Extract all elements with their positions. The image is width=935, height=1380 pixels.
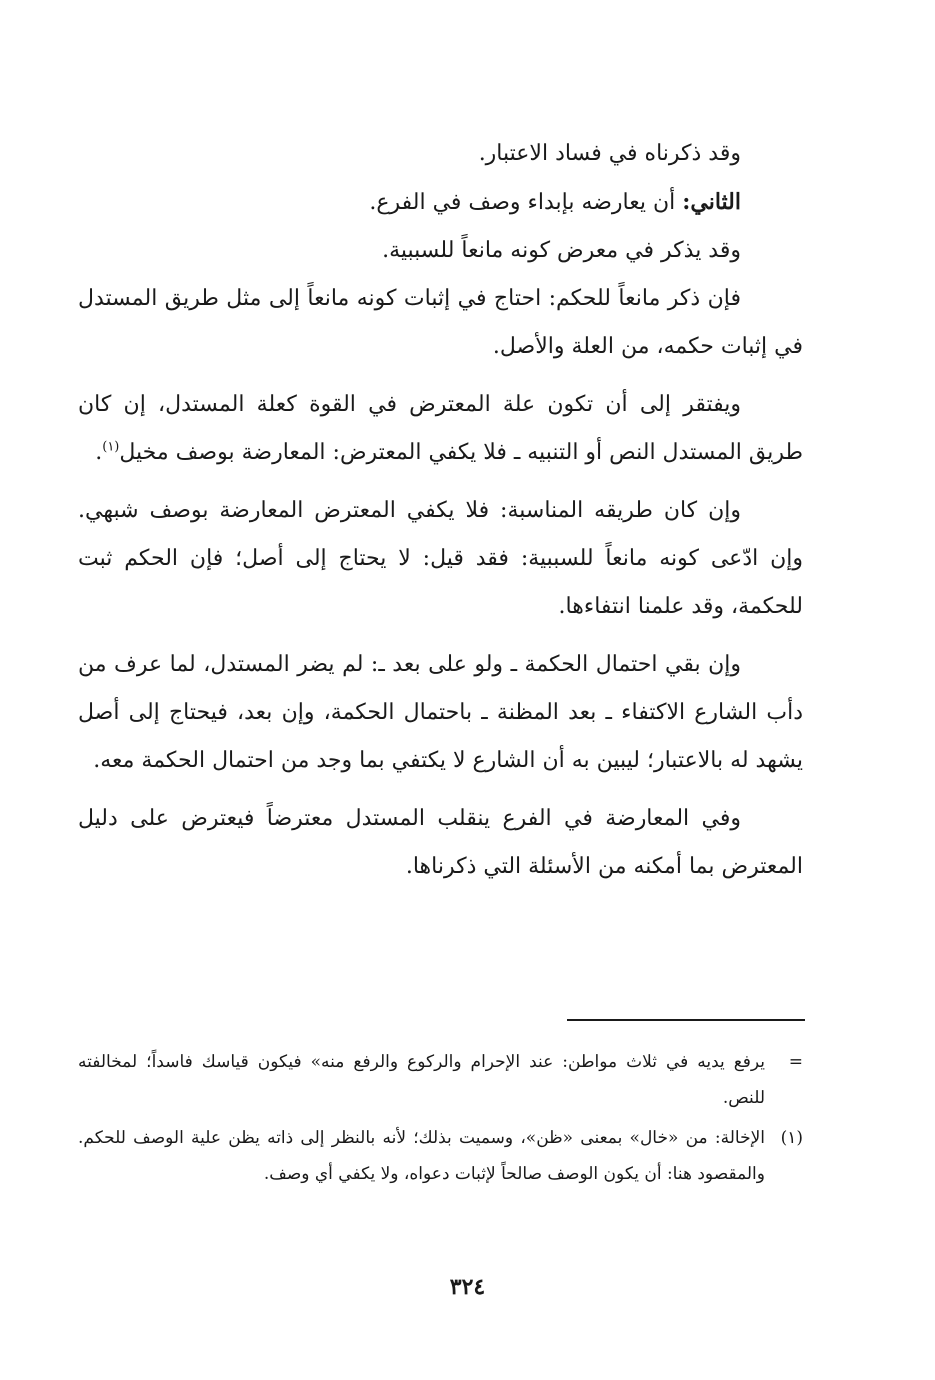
paragraph-text: وإن كان طريقه المناسبة: فلا يكفي المعترض المعارضة بوصف شبهي. وإن ادّعى كونه مانعاً للسببية: فقد قيل: لا يحتاج إلى أصل؛ فإن الحكم ثبت للحكمة، وقد علمنا انتفاءها.: [78, 498, 803, 619]
footnote-text: يرفع يديه في ثلاث مواطن: عند الإحرام والركوع والرفع منه» فيكون قياسك فاسداً؛ لمخالفته للنص.: [78, 1052, 765, 1108]
paragraph: [78, 227, 803, 275]
paragraph: [78, 641, 803, 785]
paragraph-text: وقد ذكرناه في فساد الاعتبار.: [478, 141, 741, 166]
paragraph: [78, 487, 803, 631]
paragraph-text: فإن ذكر مانعاً للحكم: احتاج في إثبات كونه مانعاً إلى مثل طريق المستدل في إثبات حكمه، من العلة والأصل.: [78, 286, 803, 359]
main-text: [78, 130, 803, 891]
paragraph-text: وفي المعارضة في الفرع ينقلب المستدل معترضاً فيعترض على دليل المعترض بما أمكنه من الأسئلة التي ذكرناها.: [78, 806, 803, 879]
paragraph-lead: الثاني:: [682, 189, 741, 215]
footnote: [78, 1120, 803, 1192]
paragraph-text: وقد يذكر في معرض كونه مانعاً للسببية.: [382, 238, 741, 263]
footnote-text: الإخالة: من «خال» بمعنى «ظن»، وسميت بذلك؛ لأنه بالنظر إلى ذاته يظن علية الوصف للحكم. والمقصود هنا: أن يكون الوصف صالحاً لإثبات دعواه، ولا يكفي أي وصف.: [78, 1128, 765, 1184]
paragraph: [78, 275, 803, 371]
paragraph-text: أن يعارضه بإبداء وصف في الفرع.: [369, 190, 683, 215]
footnote-mark: =: [788, 1052, 803, 1072]
paragraph: [78, 130, 803, 178]
footnote-separator: [567, 1019, 805, 1021]
paragraph: [78, 795, 803, 891]
page-number: ٣٢٤: [449, 1274, 486, 1300]
paragraph-end: .: [95, 440, 103, 465]
footnote-mark: (١): [780, 1128, 803, 1148]
footnote-reference: (١): [102, 439, 120, 455]
paragraph: [78, 178, 803, 227]
footnotes: [78, 1044, 803, 1196]
footnote: [78, 1044, 803, 1116]
paragraph-text: ويفتقر إلى أن تكون علة المعترض في القوة كعلة المستدل، إن كان طريق المستدل النص أو التنبيه ـ فلا يكفي المعترض: المعارضة بوصف مخيل: [78, 392, 803, 465]
paragraph: [78, 381, 803, 477]
paragraph-text: وإن بقي احتمال الحكمة ـ ولو على بعد ـ: لم يضر المستدل، لما عرف من دأب الشارع الاكتفاء ـ بعد المظنة ـ باحتمال الحكمة، وإن بعد، فيحتاج إلى أصل يشهد له بالاعتبار؛ ليبين به أن الشارع لا يكتفي بما وجد من احتمال الحكمة معه.: [78, 652, 803, 773]
